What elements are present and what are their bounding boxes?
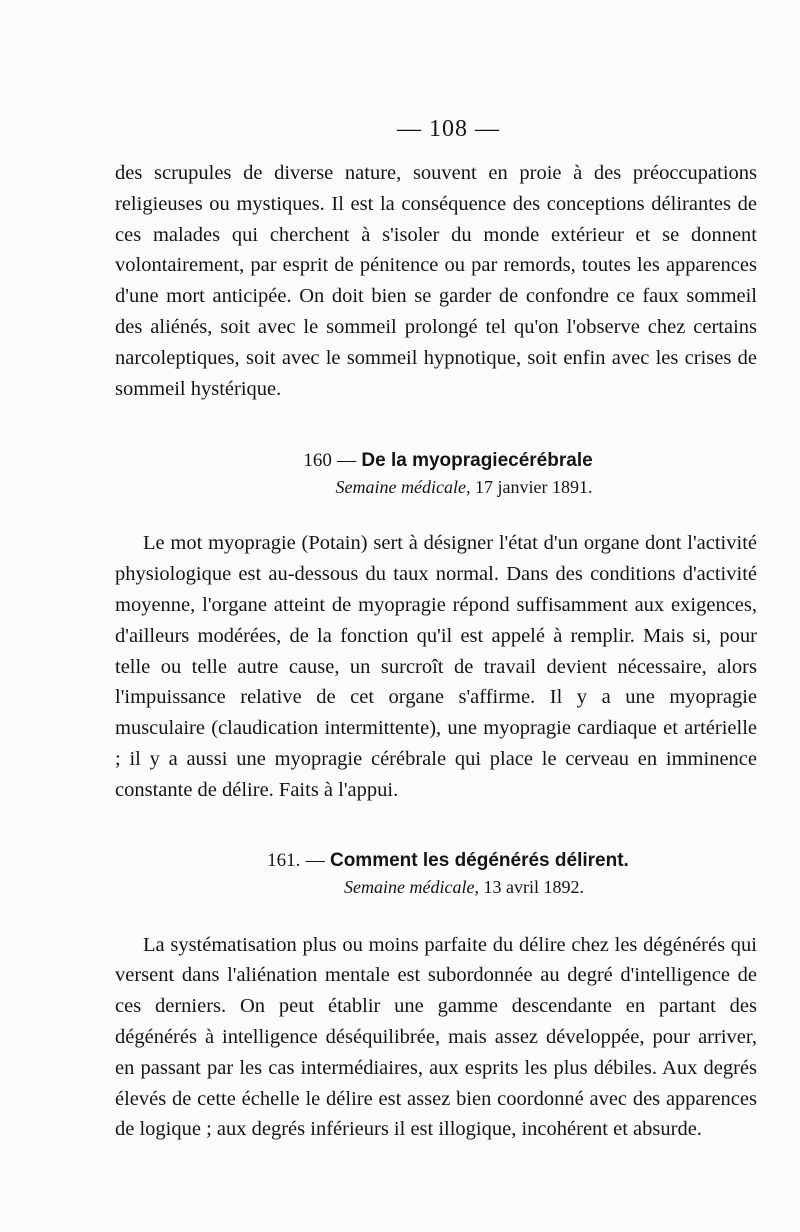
page-number: — 108 —	[397, 116, 500, 142]
section-161-number: 161.	[267, 849, 301, 871]
section-161-heading	[115, 848, 757, 874]
section-160-source	[171, 474, 757, 500]
intro-paragraph: des scrupules de diverse nature, souvent en proie à des préoccupations religieuses ou mystiques. Il est la conséquence des conceptions délirantes de ces malades qui cherchent à s'isoler du monde extérieur et se donnent volontairement, par esprit de pénitence ou par remords, toutes les apparences d'une mort anticipée. On doit bien se garder de confondre ce faux sommeil des aliénés, soit avec le sommeil prolongé tel qu'on l'observe chez certains narcoleptiques, soit avec le sommeil hypnotique, soit enfin avec les crises de sommeil hystérique.	[115, 162, 757, 400]
document-page	[115, 112, 757, 1145]
section-160-title: De la myopragiecérébrale	[361, 450, 593, 472]
section-160-heading	[115, 448, 757, 474]
section-161-title: Comment les dégénérés délirent.	[329, 849, 629, 871]
section-161-journal: Semaine médicale,	[344, 876, 479, 897]
section-161-dash: —	[305, 849, 325, 871]
section-160-number: 160	[303, 450, 332, 472]
section-161-date: 13 avril 1892.	[483, 876, 584, 897]
section-161-body: La systématisation plus ou moins parfaite du délire chez les dégénérés qui versent dans l'aliénation mentale est subordonnée au degré d'intelligence de ces derniers. On peut établir une gamme descendante en partant des dégénérés à intelligence déséquilibrée, mais assez développée, pour arriver, en passant par les cas intermédiaires, aux esprits les plus débiles. Aux degrés élevés de cette échelle le délire est assez bien coordonné avec des apparences de logique ; aux degrés inférieurs il est illogique, incohérent et absurde.	[115, 933, 757, 1141]
section-160-body: Le mot myopragie (Potain) sert à désigner l'état d'un organe dont l'activité physiologique est au-dessous du taux normal. Dans des conditions d'activité moyenne, l'organe atteint de myopragie répond suffisamment aux exigences, d'ailleurs modérées, de la fonction qu'il est appelé à remplir. Mais si, pour telle ou telle autre cause, un surcroît de travail devient nécessaire, alors l'impuissance relative de cet organe s'affirme. Il y a une myopragie musculaire (claudication intermittente), une myopragie cardiaque et artérielle ; il y a aussi une myopragie cérébrale qui place le cerveau en imminence constante de délire. Faits à l'appui.	[115, 532, 757, 801]
section-160-date: 17 janvier 1891.	[474, 477, 593, 498]
section-161-source	[171, 874, 757, 900]
section-160-dash: —	[337, 450, 357, 472]
section-160-journal: Semaine médicale,	[335, 477, 471, 498]
